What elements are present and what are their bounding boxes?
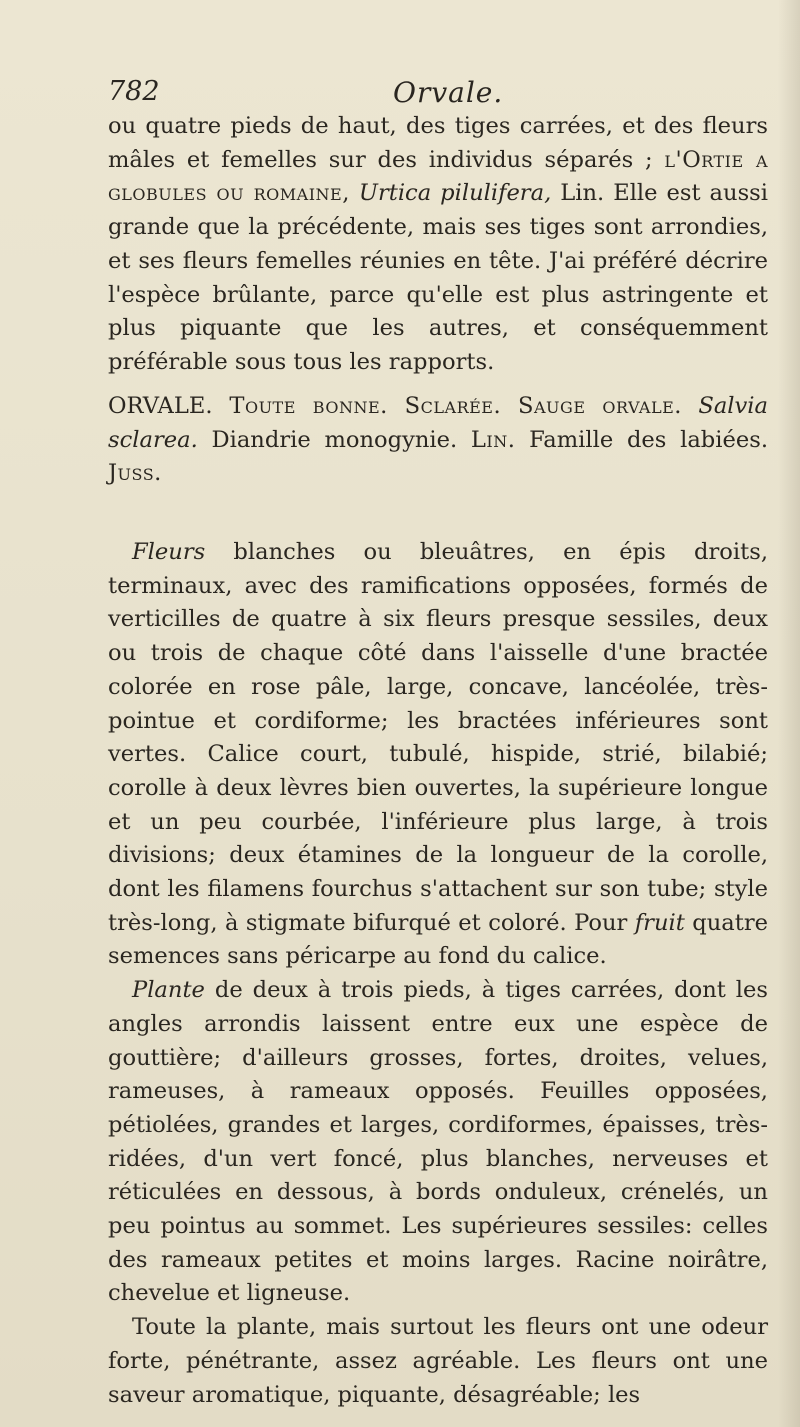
description-block [108, 536, 768, 1412]
family-text: Famille des labiées. [515, 426, 768, 453]
plante-text: de deux à trois pieds, à tiges carrées, dont les angles arrondis laissent entre eux une espèce de gouttière; d'ailleurs grosses, fortes, droites, velues, rameuses, à rameaux opposés. Feuilles opposées, pétiolées, grandes et larges, cordiformes, épaisses, très-ridées, d'un vert foncé, plus blanches, nerveuses et réticulées en dessous, à bords onduleux, crénelés, un peu pointus au sommet. Les supérieures sessiles: celles des rameaux petites et moins larges. Racine noirâtre, chevelue et ligneuse. [108, 977, 768, 1307]
page-number: 782 [108, 76, 160, 107]
author-lin: Lin. [470, 426, 516, 453]
fleurs-label: Fleurs [132, 539, 206, 565]
fleurs-text-b: quatre semences sans péricarpe au fond du calice. [108, 909, 769, 970]
salvia-sclarea-latin: Salvia sclarea. [108, 393, 768, 453]
author-juss: Juss. [108, 460, 162, 487]
para1-text-a: ou quatre pieds de haut, des tiges carrées, et des fleurs mâles et femelles sur des individus séparés ; [108, 113, 768, 173]
para1-text-b: Lin. Elle est aussi grande que la précédente, mais ses tiges sont arrondies, et ses fleurs femelles réunies en tête. J'ai préféré décrire l'espèce brûlante, parce qu'elle est plus astringente et plus piquante que les autres, et conséquemment préférable sous tous les rapports. [108, 180, 768, 375]
urtica-pilulifera-latin: Urtica pilulifera, [349, 180, 552, 207]
plante-label: Plante [132, 977, 205, 1004]
running-title: Orvale. [393, 76, 504, 109]
fruit-label: fruit [634, 909, 685, 936]
paragraph-ortie-continued [108, 110, 768, 380]
linnaean-class: Diandrie monogynie. [197, 426, 471, 453]
ortie-globules-name: l'Ortie a globules ou romaine, [108, 146, 768, 207]
toute-text: Toute la plante, mais surtout les fleurs ont une odeur forte, pénétrante, assez agréable. Les fleurs ont une saveur aromatique, piquante, désagréable; les [108, 1314, 768, 1408]
entry-heading-orvale [108, 390, 768, 491]
entry-title: ORVALE. [108, 393, 213, 419]
entry-synonyms: Toute bonne. Sclarée. Sauge orvale. [212, 393, 682, 419]
page-edge-shadow [778, 0, 800, 1427]
fleurs-text-a: blanches ou bleuâtres, en épis droits, terminaux, avec des ramifications opposées, formés de verticilles de quatre à six fleurs presque sessiles, deux ou trois de chaque côté dans l'aisselle d'une bractée colorée en rose pâle, large, concave, lancéolée, très-pointue et cordiforme; les bractées inférieures sont vertes. Calice court, tubulé, hispide, strié, bilabié; corolle à deux lèvres bien ouvertes, la supérieure longue et un peu courbée, l'inférieure plus large, à trois divisions; deux étamines de la longueur de la corolle, dont les filamens fourchus s'attachent sur son tube; style très-long, à stigmate bifurqué et coloré. Pour [108, 539, 768, 936]
